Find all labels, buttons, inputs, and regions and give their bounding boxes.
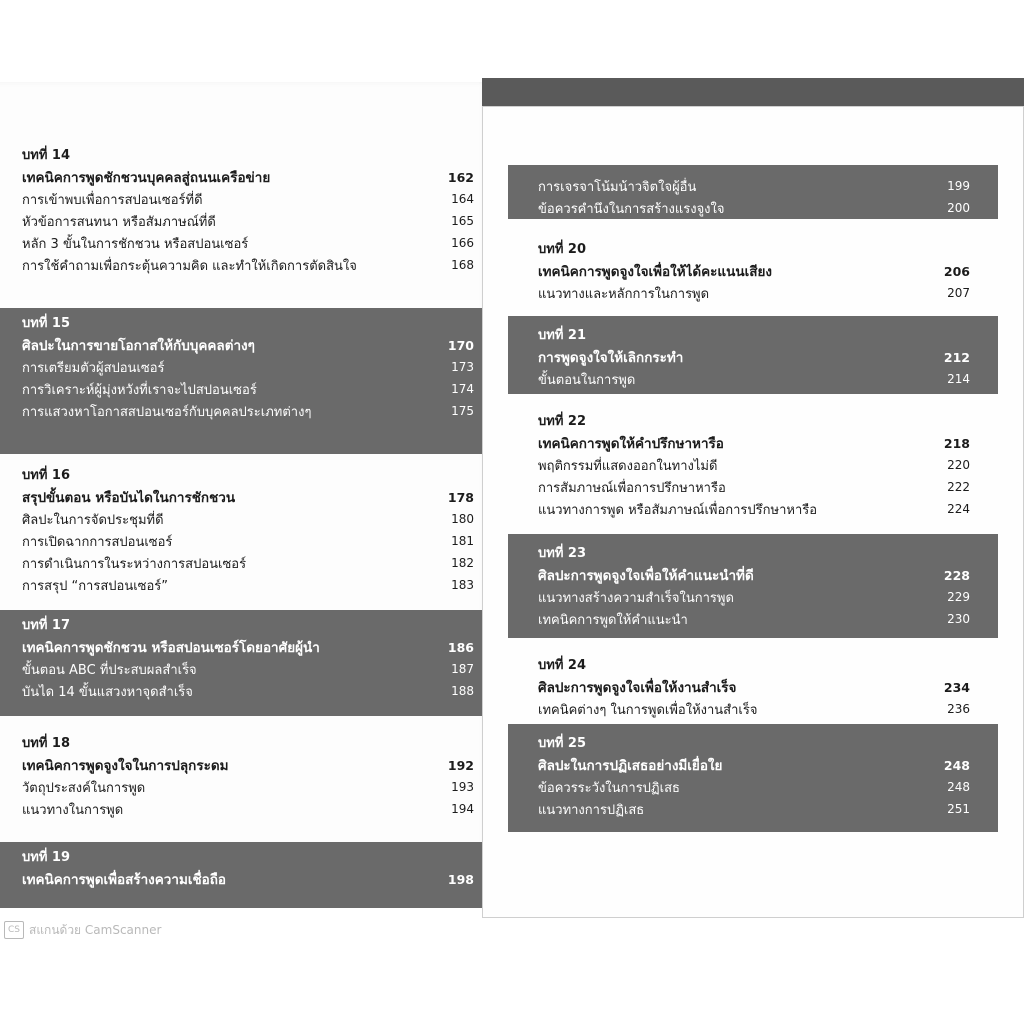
toc-entry-title: ข้อควรคำนึงในการสร้างแรงจูงใจ [538, 201, 725, 217]
chapter-ch19 [0, 842, 488, 908]
toc-entry-title: หัวข้อการสนทนา หรือสัมภาษณ์ที่ดี [22, 214, 216, 230]
toc-entry-title: บันได 14 ขั้นแสวงหาจุดสำเร็จ [22, 684, 193, 700]
chapter-page-number: 218 [943, 435, 970, 451]
toc-entry-page: 183 [451, 578, 474, 592]
chapter-page-number: 186 [447, 639, 474, 655]
chapter-ch20 [508, 230, 998, 330]
chapter-title: เทคนิคการพูดชักชวนบุคคลสู่ถนนเครือข่าย [22, 170, 271, 186]
chapter-ch14 [0, 140, 488, 296]
toc-entry-page: 224 [947, 502, 970, 516]
toc-entry-page: 165 [451, 214, 474, 228]
toc-entry[interactable] [22, 188, 474, 210]
left-page [0, 82, 490, 908]
right-page [482, 78, 1024, 918]
toc-entry-page: 248 [947, 780, 970, 794]
toc-entry-page: 236 [947, 702, 970, 716]
chapter-title-row[interactable] [538, 564, 970, 586]
toc-entry-page: 174 [451, 382, 474, 396]
chapter-ch21 [508, 316, 998, 394]
toc-entry[interactable] [538, 197, 970, 219]
chapter-ch15 [0, 308, 488, 454]
toc-entry-page: 207 [947, 286, 970, 300]
chapter-label: บทที่ 14 [22, 148, 71, 163]
chapter-ch19b [508, 165, 998, 219]
chapter-title: ศิลปะการพูดจูงใจเพื่อให้คำแนะนำที่ดี [538, 568, 754, 584]
chapter-ch24 [508, 646, 998, 728]
chapter-ch18 [0, 728, 488, 828]
chapter-page-number: 234 [943, 679, 970, 695]
toc-entry-page: 181 [451, 534, 474, 548]
chapter-title-row[interactable] [22, 754, 474, 776]
chapter-title-row[interactable] [22, 166, 474, 188]
toc-entry-title: แนวทางการพูด หรือสัมภาษณ์เพื่อการปรึกษาหารือ [538, 502, 818, 518]
toc-entry[interactable] [538, 282, 970, 304]
chapter-title-row[interactable] [538, 676, 970, 698]
toc-entry-title: หลัก 3 ขั้นในการชักชวน หรือสปอนเซอร์ [22, 236, 249, 252]
toc-entry-title: ขั้นตอน ABC ที่ประสบผลสำเร็จ [22, 662, 197, 678]
toc-entry-page: 164 [451, 192, 474, 206]
chapter-ch25 [508, 724, 998, 832]
toc-entry-title: การสัมภาษณ์เพื่อการปรึกษาหารือ [538, 480, 726, 496]
toc-entry-title: การแสวงหาโอกาสสปอนเซอร์กับบุคคลประเภทต่างๆ [22, 404, 312, 420]
toc-entry-title: การเจรจาโน้มน้าวจิตใจผู้อื่น [538, 179, 697, 195]
chapter-title: สรุปขั้นตอน หรือบันไดในการชักชวน [22, 490, 236, 506]
toc-entry[interactable] [22, 552, 474, 574]
chapter-title-row[interactable] [22, 486, 474, 508]
toc-entry-title: ศิลปะในการจัดประชุมที่ดี [22, 512, 164, 528]
chapter-title: เทคนิคการพูดจูงใจในการปลุกระดม [22, 758, 229, 774]
chapter-title-row[interactable] [22, 334, 474, 356]
toc-entry[interactable] [538, 368, 970, 390]
chapter-label: บทที่ 18 [22, 736, 71, 751]
chapter-label: บทที่ 23 [538, 546, 587, 561]
chapter-title: ศิลปะการพูดจูงใจเพื่อให้งานสำเร็จ [538, 680, 737, 696]
toc-entry-title: การเปิดฉากการสปอนเซอร์ [22, 534, 173, 550]
toc-entry-title: แนวทางสร้างความสำเร็จในการพูด [538, 590, 734, 606]
toc-entry-page: 251 [947, 802, 970, 816]
toc-entry-title: การเข้าพบเพื่อการสปอนเซอร์ที่ดี [22, 192, 203, 208]
chapter-title-row[interactable] [22, 868, 474, 890]
chapter-title: เทคนิคการพูดชักชวน หรือสปอนเซอร์โดยอาศัยผู้นำ [22, 640, 320, 656]
toc-entry[interactable] [22, 680, 474, 702]
toc-entry[interactable] [22, 254, 474, 276]
chapter-title: ศิลปะในการขายโอกาสให้กับบุคคลต่างๆ [22, 338, 255, 354]
toc-entry-title: ข้อควรระวังในการปฏิเสธ [538, 780, 680, 796]
toc-entry-title: พฤติกรรมที่แสดงออกในทางไม่ดี [538, 458, 718, 474]
chapter-page-number: 212 [943, 349, 970, 365]
toc-entry-title: ขั้นตอนในการพูด [538, 372, 636, 388]
chapter-page-number: 170 [447, 337, 474, 353]
toc-entry-page: 175 [451, 404, 474, 418]
toc-entry[interactable] [22, 798, 474, 820]
chapter-title: เทคนิคการพูดจูงใจเพื่อให้ได้คะแนนเสียง [538, 264, 772, 280]
toc-entry-title: วัตถุประสงค์ในการพูด [22, 780, 146, 796]
toc-entry-title: แนวทางในการพูด [22, 802, 124, 818]
chapter-page-number: 178 [447, 489, 474, 505]
toc-entry[interactable] [22, 400, 474, 422]
toc-entry-title: แนวทางการปฏิเสธ [538, 802, 645, 818]
chapter-label: บทที่ 15 [22, 316, 71, 331]
chapter-title-row[interactable] [538, 432, 970, 454]
chapter-label: บทที่ 20 [538, 242, 587, 257]
toc-entry[interactable] [22, 232, 474, 254]
chapter-title-row[interactable] [22, 636, 474, 658]
toc-entry-title: การเตรียมตัวผู้สปอนเซอร์ [22, 360, 165, 376]
toc-entry-page: 194 [451, 802, 474, 816]
chapter-title-row[interactable] [538, 754, 970, 776]
toc-entry[interactable] [22, 574, 474, 596]
toc-entry-title: เทคนิคการพูดให้คำแนะนำ [538, 612, 688, 628]
watermark-text: สแกนด้วย CamScanner [29, 922, 162, 937]
chapter-title-row[interactable] [538, 346, 970, 368]
toc-entry-page: 220 [947, 458, 970, 472]
chapter-page-number: 228 [943, 567, 970, 583]
chapter-page-number: 248 [943, 757, 970, 773]
toc-entry-title: การดำเนินการในระหว่างการสปอนเซอร์ [22, 556, 247, 572]
chapter-label: บทที่ 22 [538, 414, 587, 429]
chapter-title: เทคนิคการพูดเพื่อสร้างความเชื่อถือ [22, 872, 227, 888]
chapter-page-number: 192 [447, 757, 474, 773]
toc-entry-page: 214 [947, 372, 970, 386]
toc-entry[interactable] [22, 776, 474, 798]
toc-entry[interactable] [22, 530, 474, 552]
toc-entry-title: แนวทางและหลักการในการพูด [538, 286, 710, 302]
chapter-label: บทที่ 24 [538, 658, 587, 673]
toc-entry[interactable] [538, 776, 970, 798]
toc-entry[interactable] [538, 798, 970, 820]
toc-entry-page: 193 [451, 780, 474, 794]
chapter-label: บทที่ 17 [22, 618, 71, 633]
toc-entry[interactable] [538, 498, 970, 520]
chapter-page-number: 206 [943, 263, 970, 279]
chapter-ch16 [0, 460, 488, 604]
chapter-label: บทที่ 19 [22, 850, 71, 865]
toc-entry-page: 199 [947, 179, 970, 193]
toc-entry[interactable] [538, 454, 970, 476]
chapter-title-row[interactable] [538, 260, 970, 282]
toc-entry-title: การวิเคราะห์ผู้มุ่งหวังที่เราจะไปสปอนเซอร์ [22, 382, 257, 398]
chapter-label: บทที่ 16 [22, 468, 71, 483]
toc-entry-page: 180 [451, 512, 474, 526]
chapter-title: ศิลปะในการปฏิเสธอย่างมีเยื่อใย [538, 758, 723, 774]
chapter-title: เทคนิคการพูดให้คำปรึกษาหารือ [538, 436, 724, 452]
toc-entry[interactable] [538, 698, 970, 720]
toc-entry-page: 187 [451, 662, 474, 676]
toc-entry[interactable] [538, 175, 970, 197]
chapter-page-number: 198 [447, 871, 474, 887]
toc-entry-page: 188 [451, 684, 474, 698]
toc-entry[interactable] [22, 658, 474, 680]
toc-entry[interactable] [538, 608, 970, 630]
chapter-page-number: 162 [447, 169, 474, 185]
toc-entry[interactable] [22, 210, 474, 232]
toc-entry-title: เทคนิคต่างๆ ในการพูดเพื่อให้งานสำเร็จ [538, 702, 758, 718]
toc-entry-title: การสรุป “การสปอนเซอร์” [22, 578, 169, 594]
toc-entry-page: 222 [947, 480, 970, 494]
chapter-ch17 [0, 610, 488, 716]
toc-entry[interactable] [22, 508, 474, 530]
chapter-ch23 [508, 534, 998, 638]
chapter-label: บทที่ 25 [538, 736, 587, 751]
toc-entry-page: 166 [451, 236, 474, 250]
toc-entry-page: 168 [451, 258, 474, 272]
toc-entry[interactable] [538, 476, 970, 498]
chapter-label: บทที่ 21 [538, 328, 587, 343]
camscanner-logo-icon: CS [4, 921, 24, 939]
chapter-title: การพูดจูงใจให้เลิกกระทำ [538, 350, 684, 366]
toc-entry[interactable] [22, 356, 474, 378]
toc-entry[interactable] [22, 378, 474, 400]
chapter-ch22 [508, 402, 998, 530]
toc-entry-title: การใช้คำถามเพื่อกระตุ้นความคิด และทำให้เกิดการตัดสินใจ [22, 258, 357, 274]
toc-entry-page: 200 [947, 201, 970, 215]
camscanner-watermark [4, 920, 161, 940]
toc-entry-page: 173 [451, 360, 474, 374]
toc-entry-page: 230 [947, 612, 970, 626]
toc-entry-page: 182 [451, 556, 474, 570]
toc-entry[interactable] [538, 586, 970, 608]
toc-entry-page: 229 [947, 590, 970, 604]
